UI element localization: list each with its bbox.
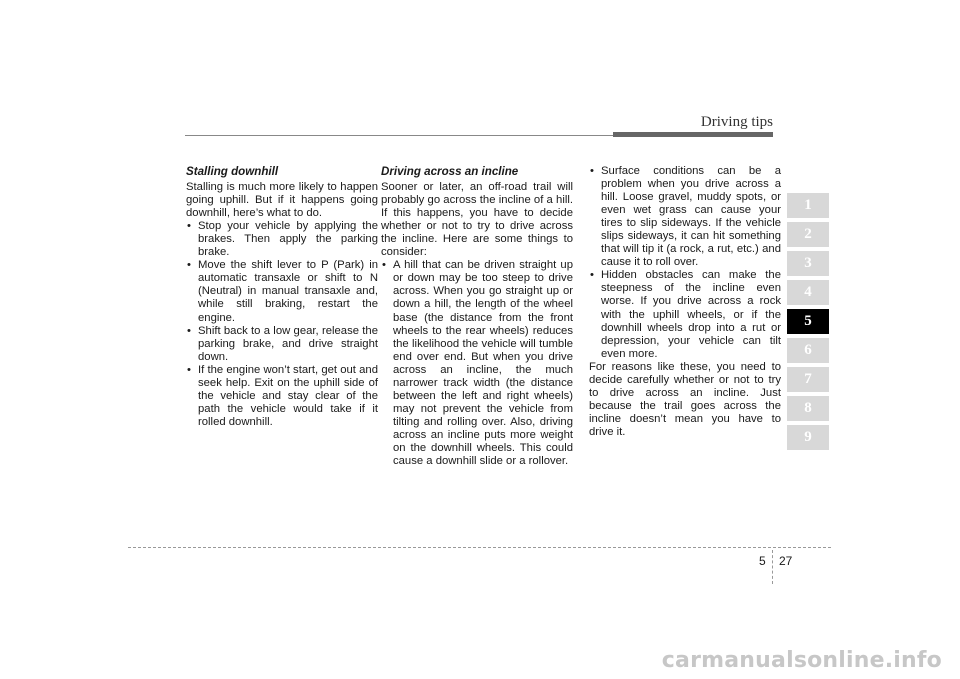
page-section-title: Driving tips xyxy=(700,114,773,130)
list-item: • Surface conditions can be a problem when you drive across a hill. Loose gravel, muddy spots, or even wet grass can cause your tires to slip sideways. If the vehicle slips sideways, it can hit something that will tip it (a rock, a rut, etc.) and cause it to roll over. xyxy=(589,165,781,269)
list-item: • Shift back to a low gear, release the parking brake, and drive straight down. xyxy=(186,325,378,364)
footer-divider xyxy=(772,550,773,584)
text-column-3 xyxy=(589,165,781,439)
chapter-tab-8[interactable]: 8 xyxy=(787,396,829,421)
section-heading-driving-across-incline: Driving across an incline xyxy=(381,165,519,178)
footer-rule xyxy=(128,547,831,548)
bullet-list xyxy=(186,220,378,429)
closing-paragraph: For reasons like these, you need to decide carefully whether or not to try to drive across an incline. Just because the trail goes across the incline doesn’t mean you have to drive it. xyxy=(589,360,781,438)
list-item: • Move the shift lever to P (Park) in automatic transaxle or shift to N (Neutral) in manual transaxle and, while still braking, restart the engine. xyxy=(186,259,378,324)
intro-paragraph: Stalling is much more likely to happen going uphill. But if it happens going downhill, here’s what to do. xyxy=(186,181,378,220)
watermark: carmanualsonline.info xyxy=(661,648,942,673)
chapter-tab-5[interactable]: 5 xyxy=(787,309,829,334)
chapter-tab-1[interactable]: 1 xyxy=(787,193,829,218)
chapter-tab-7[interactable]: 7 xyxy=(787,367,829,392)
chapter-tab-6[interactable]: 6 xyxy=(787,338,829,363)
list-item: • A hill that can be driven straight up or down may be too steep to drive across. When you go straight up or down a hill, the length of the wheel base (the distance from the front wheels to the rear wheels) reduces the likelihood the vehicle will tumble end over end. But when you drive across an incline, the much narrower track width (the distance between the left and right wheels) may not prevent the vehicle from tilting and rolling over. Also, driving across an incline puts more weight on the downhill wheels. This could cause a downhill slide or a rollover. xyxy=(381,259,573,468)
chapter-tab-2[interactable]: 2 xyxy=(787,222,829,247)
header-rule xyxy=(185,135,615,136)
page-chapter-number: 5 xyxy=(759,554,766,568)
text-column-1 xyxy=(186,165,378,429)
list-item: • If the engine won’t start, get out and seek help. Exit on the uphill side of the vehicle and stay clear of the path the vehicle would take if it rolled downhill. xyxy=(186,364,378,429)
page-number: 27 xyxy=(779,554,793,568)
chapter-tabs xyxy=(787,193,829,454)
section-heading-stalling-downhill: Stalling downhill xyxy=(186,165,279,178)
chapter-tab-3[interactable]: 3 xyxy=(787,251,829,276)
text-column-2 xyxy=(381,165,573,468)
chapter-tab-9[interactable]: 9 xyxy=(787,425,829,450)
list-item: • Stop your vehicle by applying the brakes. Then apply the parking brake. xyxy=(186,220,378,259)
intro-paragraph: Sooner or later, an off-road trail will probably go across the incline of a hill. If this happens, you have to decide whether or not to try to drive across the incline. Here are some things to consider: xyxy=(381,181,573,259)
list-item: • Hidden obstacles can make the steepness of the incline even worse. If you drive across a rock with the uphill wheels, or if the downhill wheels drop into a rut or depression, your vehicle can tilt even more. xyxy=(589,269,781,360)
header-rule-accent xyxy=(613,132,773,137)
bullet-list xyxy=(381,259,573,468)
bullet-list xyxy=(589,165,781,361)
chapter-tab-4[interactable]: 4 xyxy=(787,280,829,305)
